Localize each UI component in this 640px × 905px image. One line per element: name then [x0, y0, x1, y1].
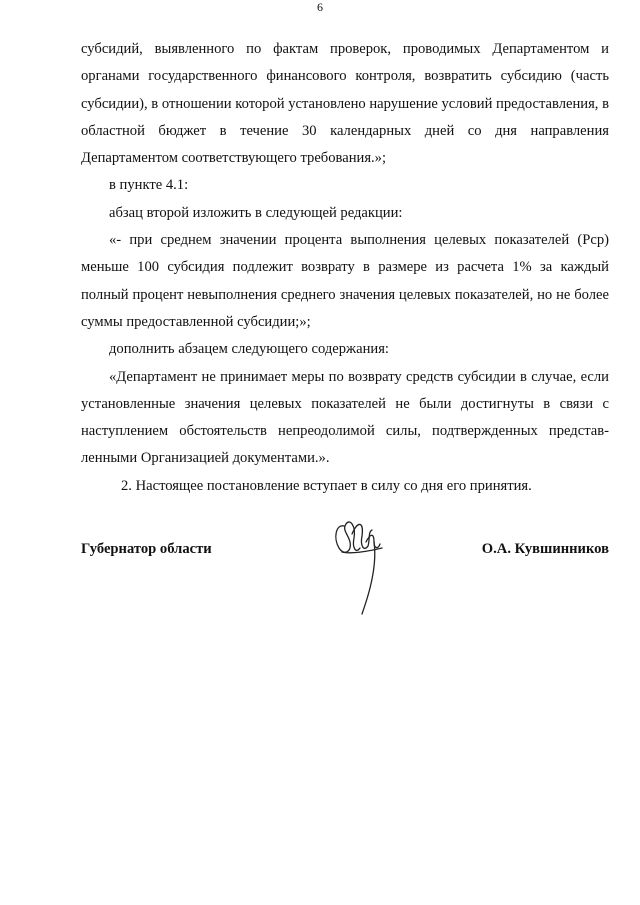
- paragraph-second-abstract: абзац второй изложить в следующей редакции:: [109, 204, 403, 221]
- paragraph-supplement: дополнить абзацем следующего содержания:: [109, 341, 389, 358]
- signatory-title: Губернатор области: [81, 541, 212, 557]
- page-number: 6: [317, 0, 323, 14]
- document-body: [81, 36, 609, 500]
- handwritten-signature-icon: [330, 512, 390, 617]
- signatory-name: О.А. Кувшинников: [481, 541, 609, 557]
- paragraph-clause-4-1: в пункте 4.1:: [109, 177, 189, 194]
- paragraph-effective-date: 2. Настоящее постановление вступает в силу со дня его принятия.: [121, 477, 532, 494]
- paragraph-average-value: «- при среднем значении процента выполнения целевых показателей (Рср) меньше 100 субсидия подлежит возврату в размере из расчета 1% за каждый полный процент невыполнения среднего значения целевых показателей, но не более суммы предоставленной субсидии;»;: [81, 232, 609, 330]
- paragraph-force-majeure: «Департамент не принимает меры по возврату средств субсидии в случае, если установленные значения целевых показателей не были достигнуты в связи с наступлением обстоятельств непреодолимой силы, подтвержденных представ-ленными Организацией документами.».: [81, 368, 609, 467]
- paragraph-subsidy-return: субсидий, выявленного по фактам проверок, проводимых Департаментом и органами государственного финансового контроля, возвратить субсидию (часть субсидии), в отношении которой установлено нарушение условий предоставления, в областной бюджет в течение 30 календарных дней со дня направления Департаментом соответствующего требования.»;: [81, 41, 609, 167]
